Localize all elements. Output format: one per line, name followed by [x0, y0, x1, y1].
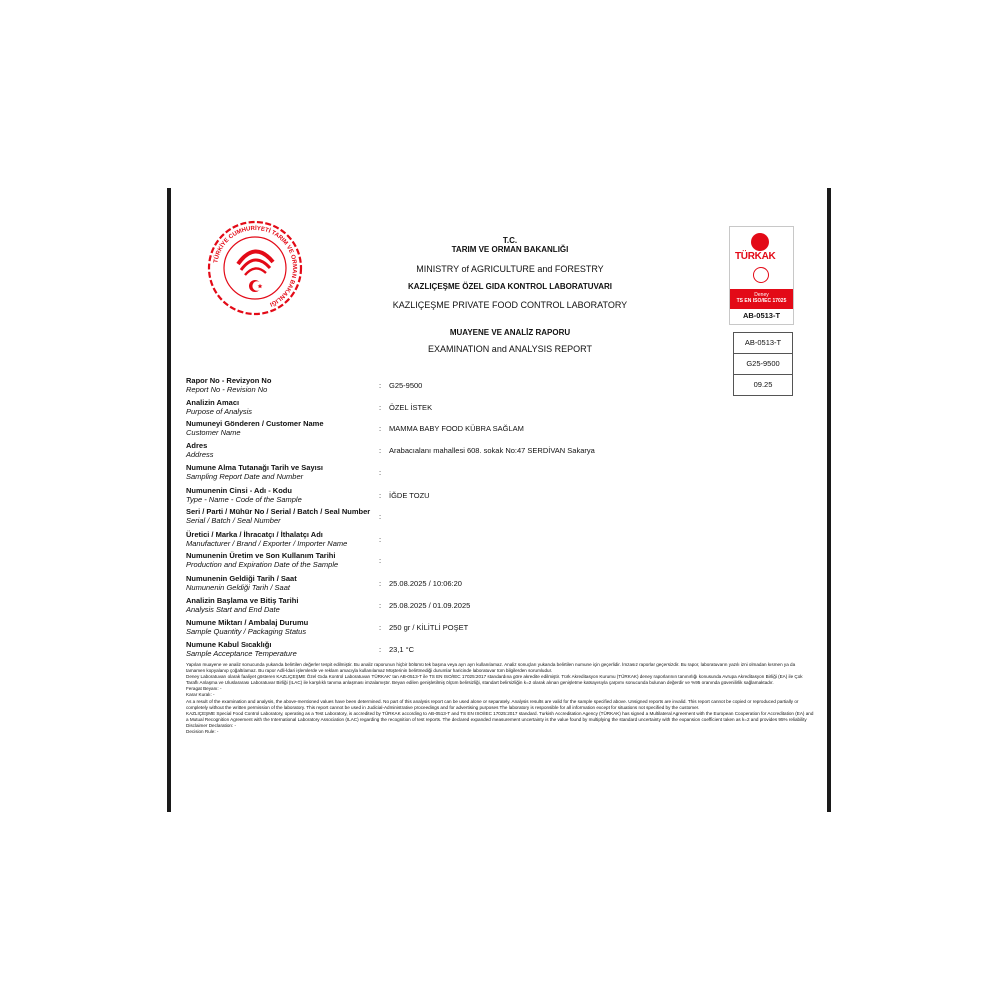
field-value: 25.08.2025 / 10:06:20: [389, 579, 462, 588]
field-label: Analizin Amacı: [186, 398, 240, 407]
field-colon: :: [379, 579, 382, 588]
note-tr-results: Yapılan muayene ve analiz sonucunda yukarıda belirtilen değerler tespit edilmiştir. Bu analiz raporunun hiçbir bölümü tek başına veya ayrı ayrı kullanılamaz. Analiz sonuçları yukarıda belirtilen numune için geçerlidir. İmzasız raporlar geçersizdir. Bu rapor, laboratuvarın yazılı izni olmadan kısmen ya da tamamen kopyalanıp çoğaltılamaz. Bu rapor Adli-İdari işlemlerde ve reklam amacıyla kullanılamaz Müşterinin belirtmediği durumlar haricinde laboratuvar tüm bilgilerden sorumludur.: [186, 662, 796, 674]
header-tc: T.C.: [502, 236, 518, 245]
field-label: Üretici / Marka / İhracatçı / İthalatçı Adı: [186, 530, 323, 539]
field-row-temperature: [186, 640, 766, 662]
field-label-en: Report No - Revision No: [186, 385, 268, 394]
field-label-en: Sampling Report Date and Number: [186, 472, 304, 481]
field-row-arrival-date: [186, 574, 766, 596]
field-label-en: Numunenin Geldiği Tarih / Saat: [186, 583, 290, 592]
field-value: İĞDE TOZU: [389, 491, 430, 500]
svg-text:TÜRKİYE CUMHURİYETİ TARIM VE O: TÜRKİYE CUMHURİYETİ TARIM VE ORMAN BAKANLIĞI: [213, 225, 298, 307]
field-colon: :: [379, 403, 382, 412]
field-label-en: Analysis Start and End Date: [186, 605, 280, 614]
field-colon: :: [379, 446, 382, 455]
turkak-wordmark: TÜRKAK: [735, 251, 776, 262]
field-label-en: Purpose of Analysis: [186, 407, 253, 416]
field-label: Numune Kabul Sıcaklığı: [186, 640, 272, 649]
field-row-sample-type: [186, 486, 766, 508]
field-label: Rapor No - Revizyon No: [186, 376, 272, 385]
field-value: 25.08.2025 / 01.09.2025: [389, 601, 471, 610]
code-date: 09.25: [753, 380, 773, 389]
field-label: Numune Miktarı / Ambalaj Durumu: [186, 618, 309, 627]
turkak-standard-band: [730, 289, 793, 309]
field-label-en: Manufacturer / Brand / Exporter / Importer Name: [186, 539, 348, 548]
field-label: Numuneyi Gönderen / Customer Name: [186, 419, 324, 428]
report-notes: [186, 662, 814, 735]
turkak-band-line1: Deney: [754, 292, 769, 298]
field-row-sampling-report: [186, 463, 766, 485]
scan-edge-right: [827, 188, 831, 812]
field-colon: :: [379, 381, 382, 390]
field-value: Arabacıalanı mahallesi 608. sokak No:47 SERDİVAN Sakarya: [389, 446, 595, 455]
scan-edge-left: [167, 188, 171, 812]
checkmark-icon: [753, 267, 769, 283]
field-colon: :: [379, 645, 382, 654]
note-tr-decision-rule: Karar Kuralı: -: [186, 692, 215, 698]
ministry-seal-logo: [205, 218, 305, 318]
field-label: Numune Alma Tutanağı Tarih ve Sayısı: [186, 463, 323, 472]
field-value: G25-9500: [389, 381, 423, 390]
field-label-en: Type - Name - Code of the Sample: [186, 495, 302, 504]
field-row-purpose: [186, 398, 766, 420]
note-en-disclaimer: Disclaimer Declaration: -: [186, 722, 237, 728]
field-colon: :: [379, 468, 382, 477]
report-title-en: EXAMINATION and ANALYSIS REPORT: [427, 344, 593, 354]
field-row-report-no: [186, 376, 766, 398]
code-report-no: G25-9500: [734, 354, 792, 375]
field-row-address: [186, 441, 766, 463]
field-label-en: Production and Expiration Date of the Sample: [186, 560, 339, 569]
field-row-customer: [186, 419, 766, 441]
field-row-production-expiry: [186, 551, 766, 573]
field-label: Adres: [186, 441, 208, 450]
field-row-manufacturer: [186, 530, 766, 552]
turkak-band-line2: TS EN ISO/IEC 17025: [736, 298, 787, 304]
field-row-analysis-dates: [186, 596, 766, 618]
field-label: Numunenin Geldiği Tarih / Saat: [186, 574, 297, 583]
field-colon: :: [379, 535, 382, 544]
field-label: Analizin Başlama ve Bitiş Tarihi: [186, 596, 299, 605]
header-ministry-en: MINISTRY of AGRICULTURE and FORESTRY: [416, 264, 604, 274]
note-en-decision-rule: Decision Rule: -: [186, 729, 219, 735]
turkak-accreditation-logo: [729, 226, 794, 325]
header-lab-name: KAZLIÇEŞME ÖZEL GIDA KONTROL LABORATUVARI: [408, 282, 612, 291]
report-title: MUAYENE VE ANALİZ RAPORU: [449, 328, 571, 337]
field-label: Seri / Parti / Mühür No / Serial / Batch / Seal Number: [186, 507, 371, 516]
field-value: 23,1 °C: [389, 645, 415, 654]
field-label-en: Sample Acceptance Temperature: [186, 649, 297, 658]
field-label-en: Address: [186, 450, 214, 459]
field-colon: :: [379, 512, 382, 521]
field-label-en: Customer Name: [186, 428, 241, 437]
note-tr-accreditation: Deney Laboratuvarı olarak faaliyet gösteren KAZLIÇEŞME Özel Gıda Kontrol Laboratuvarı TÜRKAK' tan AB-0513-T ile TS EN ISO/IEC 17025:2017 standardına göre akredite edilmiştir. Türk Akreditasyon Kurumu (TÜRKAK) deney raporlarının tanınırlığı konusunda Avrupa Akreditasyon Birliği (EA) ile Çok Taraflı Anlaşma ve Uluslararası Laboratuvar Birliği (ILAC) ile karşılıklı tanıma anlaşması imzalamıştır. Beyan edilen genişletilmiş ölçüm belirsizliği, standart belirsizliğin k=2 olarak alınan genişletme katsayısıyla çarpımı sonucunda bulunan değerdir ve %95 oranında güvenilirlik sağlamaktadır.: [186, 674, 803, 686]
header-ministry: TARIM VE ORMAN BAKANLIĞI: [451, 245, 569, 254]
field-row-serial-batch: [186, 507, 766, 529]
code-accreditation: AB-0513-T: [734, 333, 792, 354]
field-colon: :: [379, 556, 382, 565]
field-label: Numunenin Üretim ve Son Kullanım Tarihi: [186, 551, 336, 560]
field-colon: :: [379, 623, 382, 632]
crescent-star-icon: [751, 233, 769, 251]
field-label: Numunenin Cinsi - Adı - Kodu: [186, 486, 292, 495]
field-colon: :: [379, 601, 382, 610]
note-tr-disclaimer: Feragat Beyanı: -: [186, 686, 222, 692]
field-value: MAMMA BABY FOOD KÜBRA SAĞLAM: [389, 424, 524, 433]
note-en-accreditation: KAZLIÇEŞME Special Food Control Laboratory, operating as a Test Laboratory, is accredited by TÜRKAK according to AB-0513-T and TS EN ISO/IEC 17025:2017 standard. Turkish Accreditation Agency (TÜRKAK) has signed a Multilateral Agreement with the European Cooperation for Accreditation (EA) and a Mutual Recognition Agreement with the International Laboratory Association (ILAC) regarding the recognition of test reports. The declared expanded measurement uncertainty is the value found by multiplying the standard uncertainty with the expansion coefficient taken as k=2 and provides 95% reliability: [186, 710, 814, 722]
field-row-quantity-packaging: [186, 618, 766, 640]
note-en-results: As a result of the examination and analysis, the above-mentioned values have been determined. No part of this analysis report can be used alone or separately. Analysis results are valid for the sample specified above. Unsigned reports are invalid. This report cannot be copied or reproduced partially or completely without the written permission of the laboratory. This report cannot be used in Judicial-Administrative proceedings and for advertising purposes The laboratory is responsible for all information except for situations not specified by the customer.: [186, 698, 799, 710]
field-label-en: Serial / Batch / Seal Number: [186, 516, 281, 525]
header-lab-name-en: KAZLIÇEŞME PRIVATE FOOD CONTROL LABORATORY: [392, 300, 628, 310]
turkak-code: AB-0513-T: [742, 311, 781, 320]
field-value: ÖZEL İSTEK: [389, 403, 433, 412]
field-label-en: Sample Quantity / Packaging Status: [186, 627, 307, 636]
field-colon: :: [379, 424, 382, 433]
field-colon: :: [379, 491, 382, 500]
field-value: 250 gr / KİLİTLİ POŞET: [389, 623, 469, 632]
